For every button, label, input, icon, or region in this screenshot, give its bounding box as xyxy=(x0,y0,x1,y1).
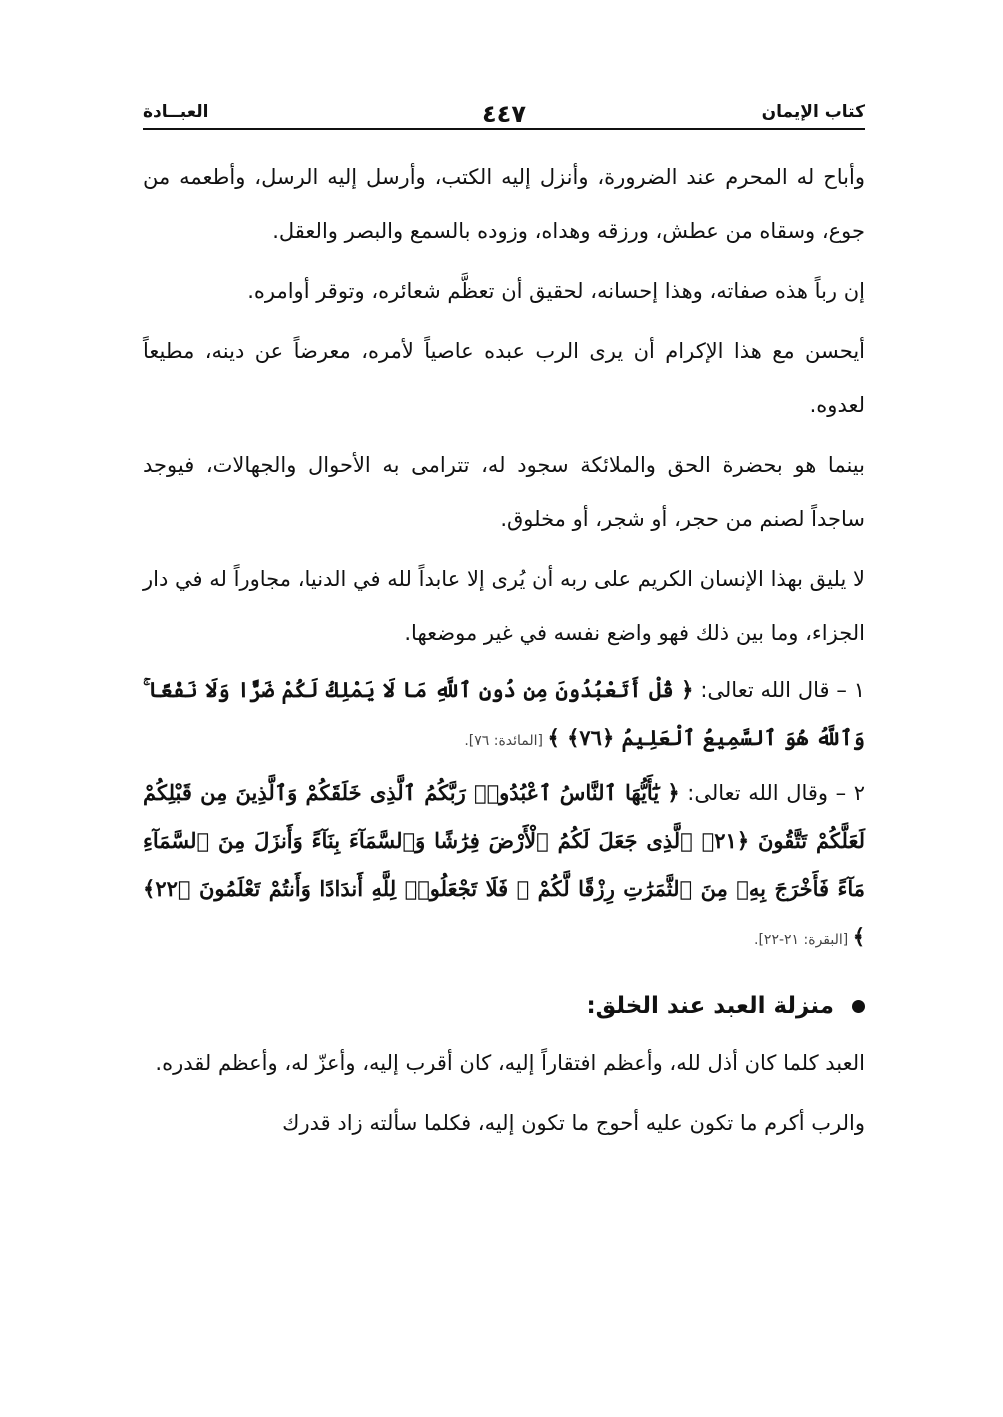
bullet-icon xyxy=(852,1000,865,1013)
quran-verse: ﴿ قُلْ أَتَعْبُدُونَ مِن دُونِ ٱللَّهِ مَا لَا يَمْلِكُ لَكُمْ ضَرًّا وَلَا نَفْعًا ۚ وَٱللَّهُ هُوَ ٱلسَّمِيعُ ٱلْعَلِيمُ ﴿٧٦﴾ ﴾ xyxy=(143,677,865,750)
verse-reference: [المائدة: ٧٦]. xyxy=(464,733,548,749)
verse-intro: ١ – قال الله تعالى: xyxy=(693,678,865,702)
verse-item-1 xyxy=(143,666,865,765)
quran-verse: ﴿ يَٰٓأَيُّهَا ٱلنَّاسُ ٱعْبُدُوا۟ رَبَّكُمُ ٱلَّذِى خَلَقَكُمْ وَٱلَّذِينَ مِن قَبْلِكُمْ لَعَلَّكُمْ تَتَّقُونَ ﴿٢١﴾ ٱلَّذِى جَعَلَ لَكُمُ ٱلْأَرْضَ فِرَٰشًا وَٱلسَّمَآءَ بِنَآءً وَأَنزَلَ مِنَ ٱلسَّمَآءِ مَآءً فَأَخْرَجَ بِهِۦ مِنَ ٱلثَّمَرَٰتِ رِزْقًا لَّكُمْ ۖ فَلَا تَجْعَلُوا۟ لِلَّهِ أَندَادًا وَأَنتُمْ تَعْلَمُونَ ﴿٢٢﴾ ﴾ xyxy=(143,780,865,949)
paragraph: أيحسن مع هذا الإكرام أن يرى الرب عبده عاصياً لأمره، معرضاً عن دينه، مطيعاً لعدوه. xyxy=(143,339,865,417)
paragraph: العبد كلما كان أذل لله، وأعظم افتقاراً إليه، كان أقرب إليه، وأعزّ له، وأعظم لقدره. xyxy=(155,1051,865,1075)
section-heading xyxy=(143,978,865,1034)
verse-reference: [البقرة: ٢١-٢٢]. xyxy=(754,932,853,948)
chapter-title: العبــادة xyxy=(143,102,209,122)
paragraph: بينما هو بحضرة الحق والملائكة سجود له، تترامى به الأحوال والجهالات، فيوجد ساجداً لصنم من حجر، أو شجر، أو مخلوق. xyxy=(143,453,865,531)
section-heading-text: منزلة العبد عند الخلق: xyxy=(586,993,834,1019)
verse-item-2 xyxy=(143,769,865,964)
verse-intro: ٢ – وقال الله تعالى: xyxy=(679,781,865,805)
page-header xyxy=(143,100,865,130)
header-divider xyxy=(143,128,865,130)
paragraph: وأباح له المحرم عند الضرورة، وأنزل إليه الكتب، وأرسل إليه الرسل، وأطعمه من جوع، وسقاه من عطش، ورزقه وهداه، وزوده بالسمع والبصر والعقل. xyxy=(143,165,865,243)
book-title: كتاب الإيمان xyxy=(761,102,865,122)
paragraph: والرب أكرم ما تكون عليه أحوج ما تكون إليه، فكلما سألته زاد قدرك xyxy=(282,1111,865,1135)
paragraph: إن رباً هذه صفاته، وهذا إحسانه، لحقيق أن تعظَّم شعائره، وتوقر أوامره. xyxy=(247,279,865,303)
page-number: ٤٤٧ xyxy=(482,100,526,128)
page-content xyxy=(143,150,865,1156)
paragraph: لا يليق بهذا الإنسان الكريم على ربه أن يُرى إلا عابداً لله في الدنيا، مجاوراً له في دار الجزاء، وما بين ذلك فهو واضع نفسه في غير موضعها. xyxy=(143,567,865,645)
